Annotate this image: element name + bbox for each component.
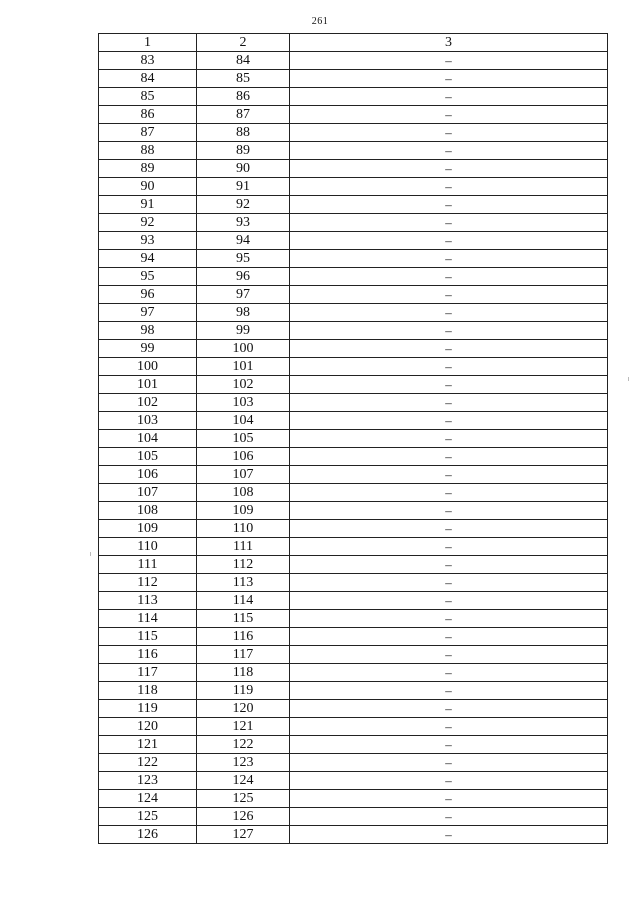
data-table [98,33,608,844]
header-row [99,34,608,52]
table-cell-col-2: 100 [197,340,290,358]
table-row [99,430,608,448]
table-cell-col-1: 111 [99,556,197,574]
table-cell-col-3: – [290,736,608,754]
table-row [99,160,608,178]
table-cell-col-3: – [290,106,608,124]
table-cell-col-3: – [290,628,608,646]
table-cell-col-3: – [290,466,608,484]
table-row [99,682,608,700]
table-cell-col-3: – [290,610,608,628]
table-cell-col-3: – [290,70,608,88]
table-row [99,412,608,430]
table-row [99,124,608,142]
table-row [99,592,608,610]
table-cell-col-1: 85 [99,88,197,106]
table-cell-col-1: 126 [99,826,197,844]
table-cell-col-2: 90 [197,160,290,178]
table-cell-col-1: 87 [99,124,197,142]
table-row [99,502,608,520]
table-row [99,538,608,556]
table-row [99,826,608,844]
table-row [99,718,608,736]
table-row [99,322,608,340]
table-cell-col-1: 114 [99,610,197,628]
table-cell-col-3: – [290,412,608,430]
table-cell-col-2: 91 [197,178,290,196]
table-cell-col-2: 126 [197,808,290,826]
table-cell-col-2: 95 [197,250,290,268]
table-cell-col-1: 95 [99,268,197,286]
table-row [99,214,608,232]
margin-mark [90,552,91,556]
table-row [99,628,608,646]
column-header-1: 1 [99,34,197,52]
table-cell-col-1: 94 [99,250,197,268]
table-cell-col-3: – [290,646,608,664]
table-cell-col-1: 108 [99,502,197,520]
table-cell-col-2: 117 [197,646,290,664]
table-row [99,304,608,322]
table-row [99,106,608,124]
table-cell-col-3: – [290,664,608,682]
table-cell-col-3: – [290,448,608,466]
table-cell-col-2: 97 [197,286,290,304]
table-row [99,340,608,358]
table-cell-col-3: – [290,268,608,286]
table-cell-col-1: 121 [99,736,197,754]
table-cell-col-3: – [290,790,608,808]
table-cell-col-2: 93 [197,214,290,232]
table-row [99,520,608,538]
table-cell-col-3: – [290,826,608,844]
table-cell-col-3: – [290,484,608,502]
table-cell-col-2: 105 [197,430,290,448]
table-cell-col-2: 119 [197,682,290,700]
table-cell-col-1: 83 [99,52,197,70]
table-cell-col-1: 123 [99,772,197,790]
table-cell-col-2: 118 [197,664,290,682]
table-row [99,808,608,826]
table-cell-col-1: 96 [99,286,197,304]
table-cell-col-3: – [290,718,608,736]
table-cell-col-3: – [290,592,608,610]
table-row [99,736,608,754]
table-row [99,88,608,106]
table-cell-col-3: – [290,556,608,574]
table-cell-col-2: 125 [197,790,290,808]
table-cell-col-1: 120 [99,718,197,736]
table-row [99,394,608,412]
table-cell-col-3: – [290,520,608,538]
table-cell-col-1: 104 [99,430,197,448]
table-cell-col-2: 112 [197,556,290,574]
table-cell-col-1: 93 [99,232,197,250]
table-cell-col-1: 105 [99,448,197,466]
table-row [99,286,608,304]
table-row [99,250,608,268]
table-cell-col-2: 114 [197,592,290,610]
table-cell-col-1: 112 [99,574,197,592]
table-cell-col-1: 97 [99,304,197,322]
table-cell-col-2: 123 [197,754,290,772]
table-cell-col-2: 102 [197,376,290,394]
column-header-2: 2 [197,34,290,52]
table-cell-col-3: – [290,340,608,358]
table-cell-col-2: 104 [197,412,290,430]
table-cell-col-3: – [290,574,608,592]
table-cell-col-3: – [290,682,608,700]
table-cell-col-2: 103 [197,394,290,412]
table-header [99,34,608,52]
table-cell-col-3: – [290,88,608,106]
table-row [99,754,608,772]
table-cell-col-1: 100 [99,358,197,376]
table-cell-col-2: 86 [197,88,290,106]
table-cell-col-3: – [290,538,608,556]
table-cell-col-1: 119 [99,700,197,718]
table-cell-col-1: 116 [99,646,197,664]
table-cell-col-1: 91 [99,196,197,214]
table-cell-col-2: 88 [197,124,290,142]
table-cell-col-3: – [290,178,608,196]
table-cell-col-1: 98 [99,322,197,340]
table-cell-col-2: 124 [197,772,290,790]
table-cell-col-1: 88 [99,142,197,160]
margin-mark [628,377,629,381]
table-row [99,70,608,88]
table-cell-col-3: – [290,160,608,178]
table-cell-col-1: 117 [99,664,197,682]
table-cell-col-2: 116 [197,628,290,646]
table-cell-col-2: 110 [197,520,290,538]
table-cell-col-2: 92 [197,196,290,214]
table-cell-col-2: 109 [197,502,290,520]
table-cell-col-2: 96 [197,268,290,286]
table-row [99,142,608,160]
table-cell-col-1: 90 [99,178,197,196]
table-row [99,52,608,70]
table-cell-col-1: 106 [99,466,197,484]
table-cell-col-2: 111 [197,538,290,556]
table-cell-col-3: – [290,196,608,214]
column-header-3: 3 [290,34,608,52]
table-cell-col-2: 84 [197,52,290,70]
table-cell-col-2: 122 [197,736,290,754]
table-cell-col-1: 124 [99,790,197,808]
table-cell-col-1: 92 [99,214,197,232]
table-cell-col-1: 107 [99,484,197,502]
table-cell-col-3: – [290,376,608,394]
table-row [99,610,608,628]
table-row [99,574,608,592]
table-cell-col-1: 89 [99,160,197,178]
table-row [99,664,608,682]
table-cell-col-3: – [290,754,608,772]
table-body [99,52,608,844]
table-cell-col-3: – [290,52,608,70]
table-cell-col-2: 121 [197,718,290,736]
table-row [99,772,608,790]
table-cell-col-1: 102 [99,394,197,412]
table-row [99,700,608,718]
table-cell-col-1: 113 [99,592,197,610]
table-cell-col-2: 85 [197,70,290,88]
table-row [99,790,608,808]
table-cell-col-1: 103 [99,412,197,430]
table-cell-col-2: 115 [197,610,290,628]
table-row [99,448,608,466]
table-cell-col-3: – [290,772,608,790]
table-row [99,484,608,502]
table-cell-col-2: 98 [197,304,290,322]
table-cell-col-1: 99 [99,340,197,358]
table-cell-col-1: 101 [99,376,197,394]
table-cell-col-3: – [290,250,608,268]
table-cell-col-1: 110 [99,538,197,556]
table-cell-col-3: – [290,430,608,448]
table-cell-col-2: 107 [197,466,290,484]
table-cell-col-3: – [290,304,608,322]
table-cell-col-3: – [290,358,608,376]
table-cell-col-3: – [290,142,608,160]
table-cell-col-3: – [290,124,608,142]
table-row [99,268,608,286]
table-row [99,178,608,196]
table-row [99,376,608,394]
table-row [99,358,608,376]
table-cell-col-1: 84 [99,70,197,88]
table-cell-col-2: 106 [197,448,290,466]
table-cell-col-2: 101 [197,358,290,376]
table-cell-col-3: – [290,502,608,520]
table-row [99,196,608,214]
page-number: 261 [311,16,329,27]
table-cell-col-2: 108 [197,484,290,502]
table-cell-col-1: 118 [99,682,197,700]
table-cell-col-3: – [290,394,608,412]
table-cell-col-3: – [290,700,608,718]
table-cell-col-3: – [290,322,608,340]
table-cell-col-1: 125 [99,808,197,826]
table-cell-col-2: 94 [197,232,290,250]
table-cell-col-1: 122 [99,754,197,772]
table-cell-col-2: 89 [197,142,290,160]
table-cell-col-2: 87 [197,106,290,124]
table-row [99,646,608,664]
table-row [99,232,608,250]
table-cell-col-3: – [290,286,608,304]
table-cell-col-2: 113 [197,574,290,592]
table-cell-col-3: – [290,214,608,232]
table-cell-col-2: 99 [197,322,290,340]
table-cell-col-2: 127 [197,826,290,844]
table-row [99,466,608,484]
table-cell-col-3: – [290,808,608,826]
table-cell-col-1: 86 [99,106,197,124]
table-cell-col-1: 115 [99,628,197,646]
table-cell-col-1: 109 [99,520,197,538]
table-cell-col-3: – [290,232,608,250]
table-cell-col-2: 120 [197,700,290,718]
table-row [99,556,608,574]
